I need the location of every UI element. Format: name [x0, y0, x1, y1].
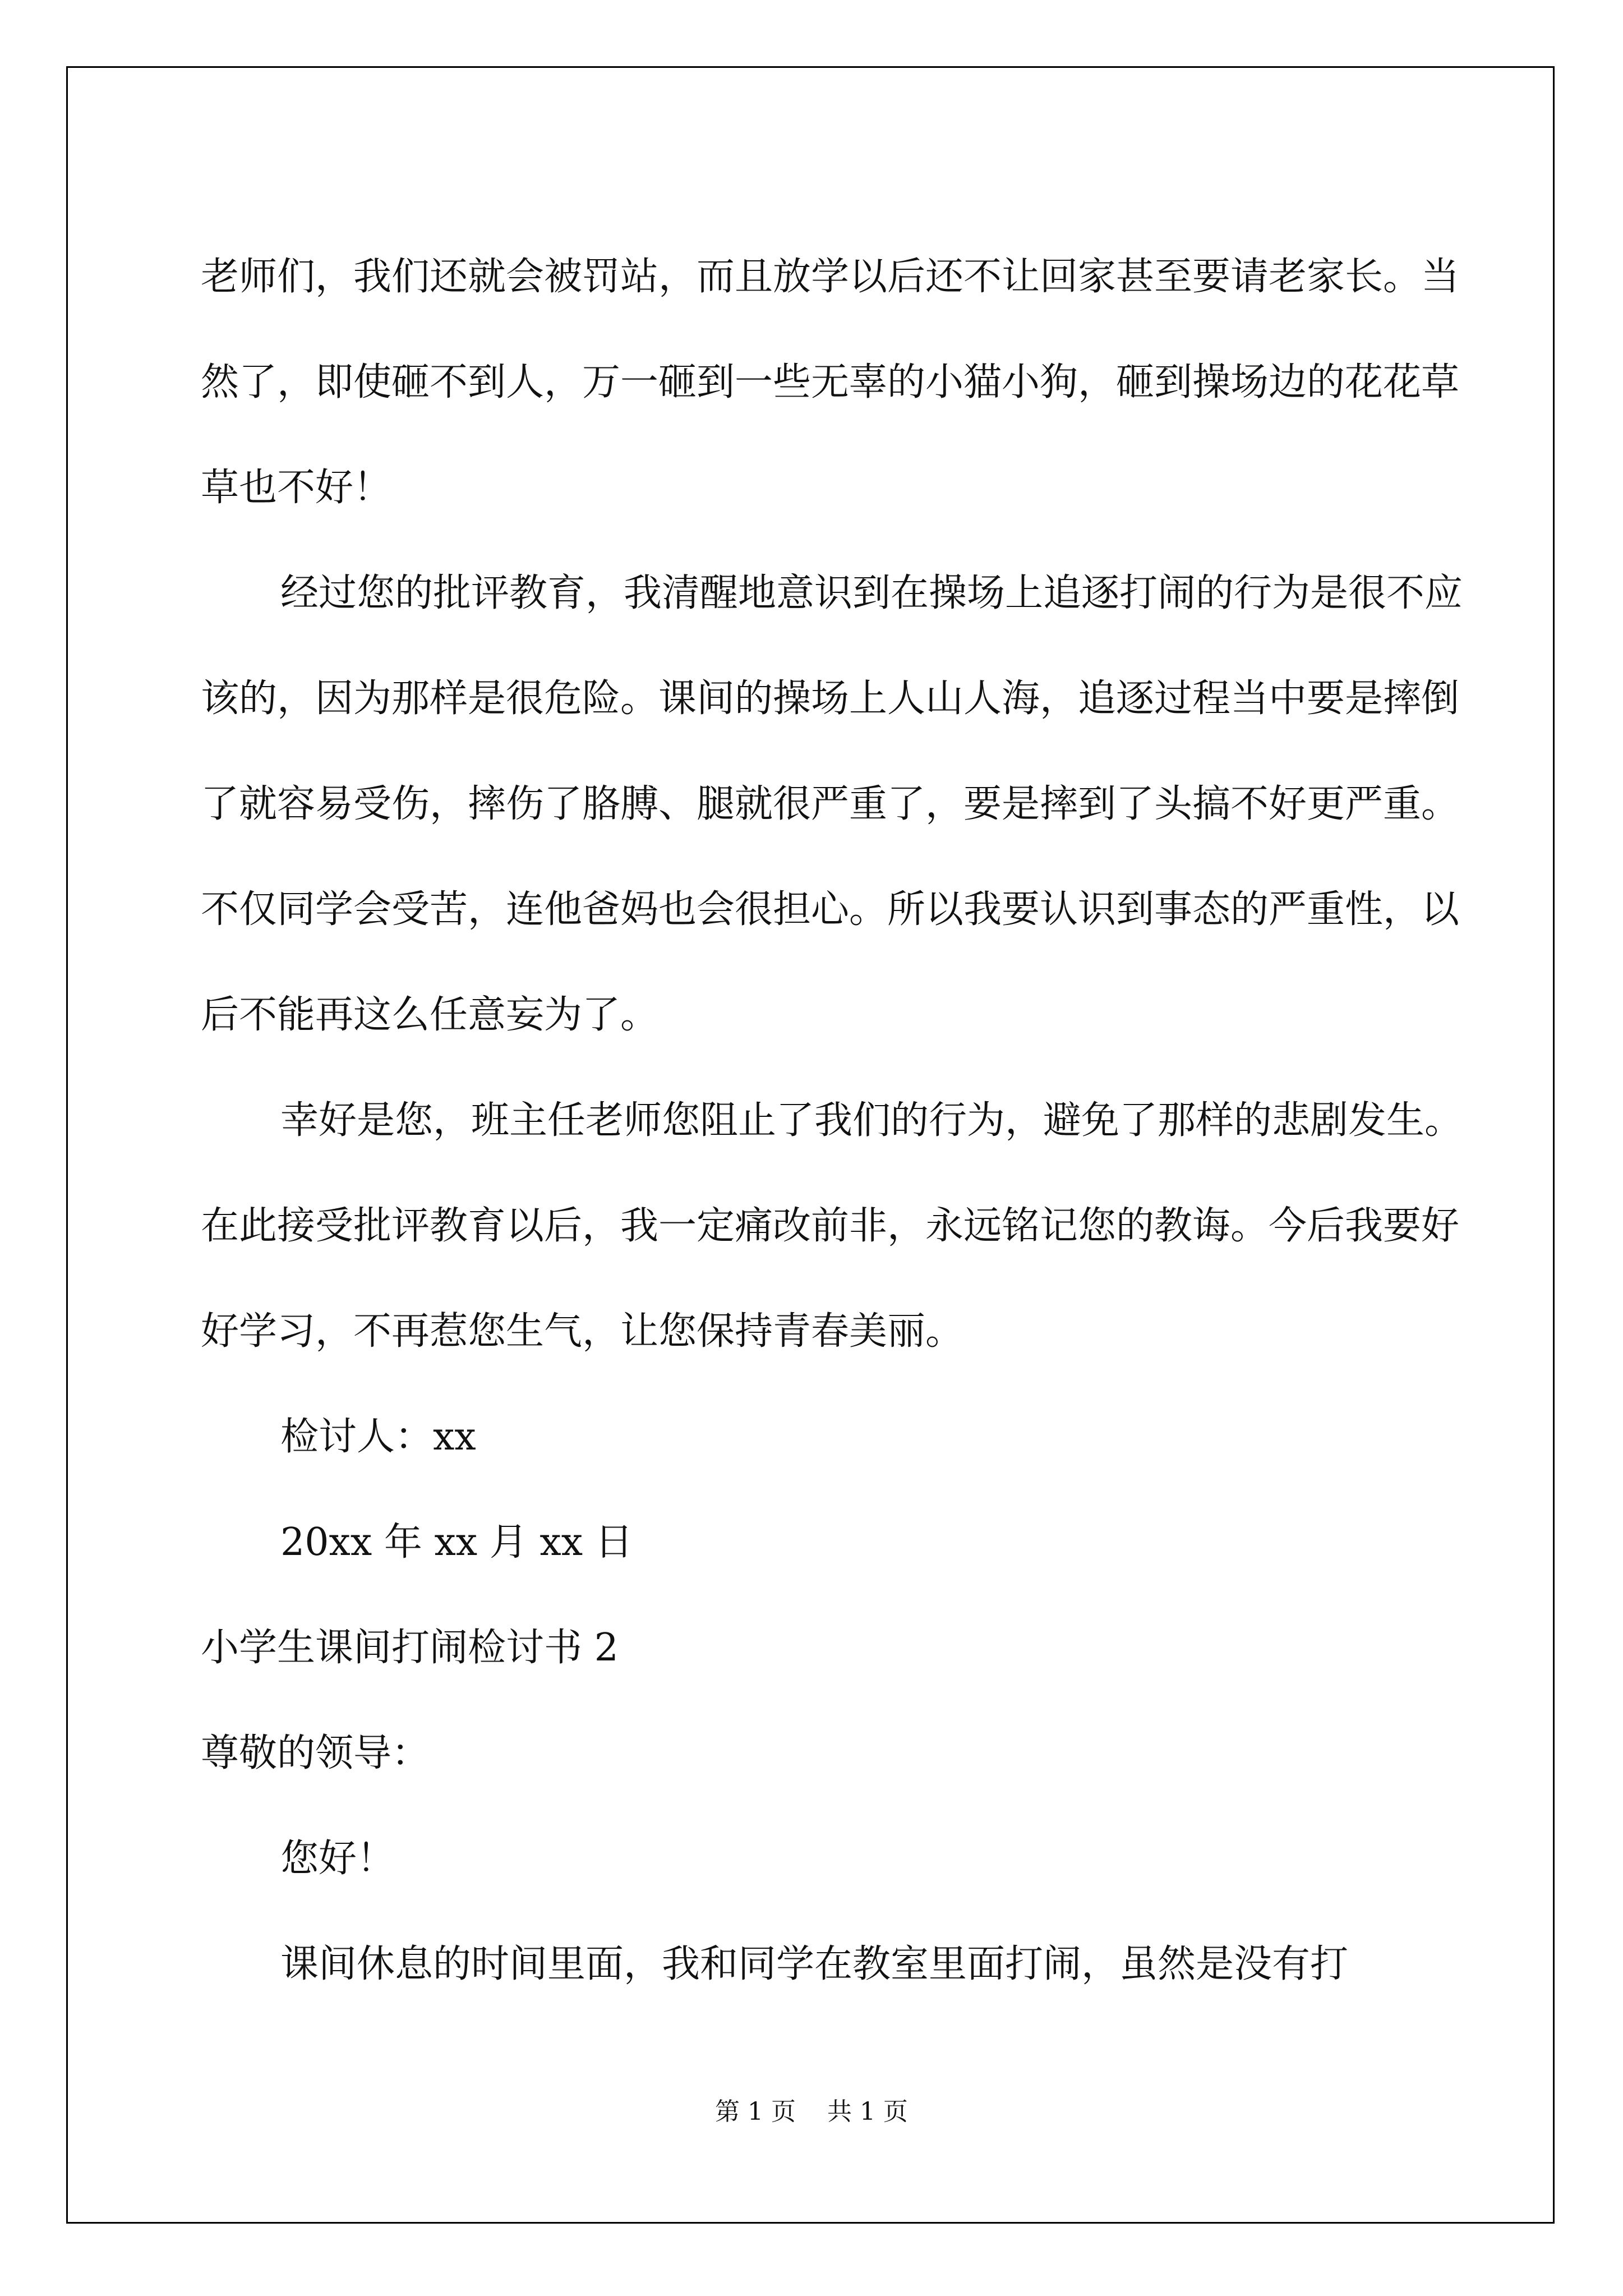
- paragraph: 幸好是您，班主任老师您阻止了我们的行为，避免了那样的悲剧发生。在此接受批评教育以后，我一定痛改前非，永远铭记您的教诲。今后我要好好学习，不再惹您生气，让您保持青春美丽。: [201, 1098, 1463, 1354]
- signature-line: 检讨人：xx: [280, 1415, 476, 1459]
- salutation: 尊敬的领导：: [201, 1731, 430, 1775]
- page-number-footer: 第 1 页 共 1 页: [715, 2097, 908, 2126]
- section-title: 小学生课间打闹检讨书 2: [201, 1626, 619, 1670]
- document-body: [201, 224, 1485, 2017]
- paragraph: 老师们，我们还就会被罚站，而且放学以后还不让回家甚至要请老家长。当然了，即使砸不到人，万一砸到一些无辜的小猫小狗，砸到操场边的花花草草也不好！: [201, 255, 1460, 510]
- greeting: 您好！: [280, 1837, 395, 1881]
- paragraph: 经过您的批评教育，我清醒地意识到在操场上追逐打闹的行为是很不应该的，因为那样是很危险。课间的操场上人山人海，追逐过程当中要是摔倒了就容易受伤，摔伤了胳膊、腿就很严重了，要是摔到了头搞不好更严重。不仅同学会受苦，连他爸妈也会很担心。所以我要认识到事态的严重性，以后不能再这么任意妄为了。: [201, 571, 1463, 1037]
- date-line: 20xx 年 xx 月 xx 日: [280, 1520, 633, 1565]
- paragraph: 课间休息的时间里面，我和同学在教室里面打闹，虽然是没有打: [280, 1942, 1349, 1986]
